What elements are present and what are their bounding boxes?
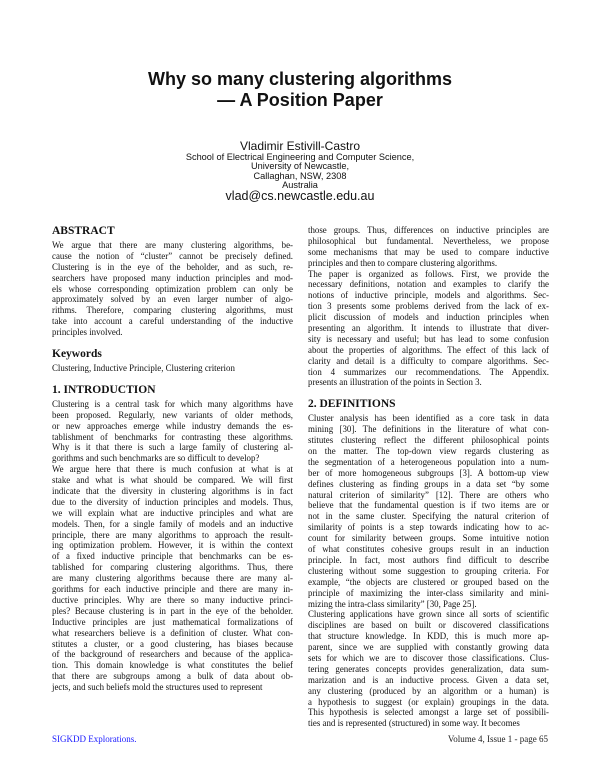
text-line: principle of maximizing the inter-class similarity and mini- xyxy=(308,587,549,598)
text-line: similarity of points is a step towards indicating how to ac- xyxy=(308,522,549,533)
text-line: ing optimization problem. However, it is within the context xyxy=(52,540,293,551)
paragraph xyxy=(52,363,293,374)
text-line: stitutes a cluster, or a good clustering, has biases because xyxy=(52,638,293,649)
text-line: Clustering applications have grown since all sorts of scientific xyxy=(308,609,549,620)
text-line: presents an illustration of the points in Section 3. xyxy=(308,377,482,388)
text-line: stake and what is what should be compared. We will first xyxy=(52,475,293,486)
text-line: or new approaches emerge while industry demands the es- xyxy=(52,420,293,431)
paragraph xyxy=(308,225,549,269)
affiliation-line: Callaghan, NSW, 2308 xyxy=(253,170,347,181)
paragraph xyxy=(52,240,293,338)
text-line: Clustering is a central task for which many algorithms have xyxy=(52,398,293,409)
text-line: indicate that the diversity in clustering algorithms is in fact xyxy=(52,486,293,497)
text-line: any clustering (produced by an algorithm or a human) is xyxy=(308,685,549,696)
text-line: principle, there are many algorithms to approach the result- xyxy=(52,529,293,540)
text-line: necessary definitions, notation and examples to clarify the xyxy=(308,279,549,290)
text-line: notions of inductive principle, models and algorithms. Sec- xyxy=(308,290,549,301)
text-line: that structure knowledge. In KDD, this is much more ap- xyxy=(308,631,549,642)
paragraph xyxy=(308,413,549,609)
text-line: tablishment of benchmarks for contrasting these algorithms. xyxy=(52,431,293,442)
text-line: tion. This domain knowledge is what constitutes the belief xyxy=(52,660,293,671)
paragraph xyxy=(52,399,293,464)
text-line: ties and is represented (structured) in some way. It becomes xyxy=(308,718,520,729)
text-line: example, “the objects are clustered or grouped based on the xyxy=(308,576,549,587)
text-line: The paper is organized as follows. First, we provide the xyxy=(308,268,549,279)
text-line: disciplines are based on built or discovered classifications xyxy=(308,620,549,631)
section-heading: 2. DEFINITIONS xyxy=(308,398,396,411)
text-line: This hypothesis is selected amongst a large set of possibili- xyxy=(308,707,549,718)
text-line: principle. In fact, most authors find difficult to describe xyxy=(308,554,549,565)
text-line: ductive principles. Why are there so many inductive princi- xyxy=(52,594,293,605)
text-line: plicit discussion of models and induction principles when xyxy=(308,312,549,323)
section-heading: Keywords xyxy=(52,348,102,361)
author-email: vlad@cs.newcastle.edu.au xyxy=(225,189,375,203)
text-line: take into account a careful understanding of the inductive xyxy=(52,316,293,327)
text-line: sity is necessary and useful; but has lead to some confusion xyxy=(308,333,549,344)
left-column xyxy=(52,224,293,693)
text-line: mining [30]. The definitions in the literature of what con- xyxy=(308,424,549,435)
text-line: due to the diversity of induction principles and models. Thus, xyxy=(52,496,293,507)
text-line: models. Then, for a single family of models and an inductive xyxy=(52,518,293,529)
text-line: of a fixed inductive principle that benchmarks can be es- xyxy=(52,551,293,562)
text-line: a hypothesis to suggest (or explain) groupings in the data. xyxy=(308,696,549,707)
text-line: what researchers believe is a definition of cluster. What con- xyxy=(52,627,293,638)
text-line: the segmentation of a heterogeneous population into a num- xyxy=(308,456,549,467)
text-line: tablished for comparing clustering algorithms. Thus, there xyxy=(52,562,293,573)
text-line: ber of more homogeneous subgroups [3]. A bottom-up view xyxy=(308,467,549,478)
text-line: we will explain what are inductive principles and what are xyxy=(52,507,293,518)
text-line: mizing the intra-class similarity” [30, Page 25]. xyxy=(308,598,477,609)
paper-title xyxy=(0,69,600,111)
text-line: approximately solved by an even larger number of algo- xyxy=(52,294,293,305)
affiliation-line: University of Newcastle, xyxy=(250,161,350,172)
text-line: marization and is an inductive process. Given a data set, xyxy=(308,674,549,685)
text-line: gorithms for each inductive principle and there are many in- xyxy=(52,584,293,595)
text-line: that there are subgroups among a bulk of data about ob- xyxy=(52,671,293,682)
text-line: gorithms and such benchmarks are so difficult to develop? xyxy=(52,453,260,464)
affiliation xyxy=(0,153,600,191)
text-line: rithms. Therefore, comparing clustering algorithms, must xyxy=(52,305,293,316)
paragraph xyxy=(308,609,549,729)
text-line: of the background of researchers and because of the applica- xyxy=(52,649,293,660)
journal-name-link[interactable]: SIGKDD Explorations. xyxy=(52,734,137,744)
text-line: We argue that there are many clustering algorithms, be- xyxy=(52,240,293,250)
text-line: been proposed. Regularly, new variants of older methods, xyxy=(52,409,293,420)
text-line: Why is it that there is such a large family of clustering al- xyxy=(52,442,293,453)
text-line: cause the notion of “cluster” cannot be precisely defined. xyxy=(52,250,293,261)
text-line: count for similarity between groups. Some intuitive notion xyxy=(308,533,549,544)
text-line: not in the same cluster. Specifying the natural criterion of xyxy=(308,511,549,522)
text-line: Cluster analysis has been identified as a core task in data xyxy=(308,413,549,424)
affiliation-line: School of Electrical Engineering and Computer Science, xyxy=(185,152,415,162)
text-line: are many clustering algorithms because there are many al- xyxy=(52,573,293,584)
text-line: of what constitutes cohesive groups result in an induction xyxy=(308,544,549,555)
text-line: parent, since we are supplied with constantly growing data xyxy=(308,642,549,653)
text-line: some mechanisms that may be used to compare inductive xyxy=(308,246,549,257)
title-line-1: Why so many clustering algorithms xyxy=(147,69,453,89)
text-line: Clustering, Inductive Principle, Clustering criterion xyxy=(52,363,235,374)
title-line-2: — A Position Paper xyxy=(217,90,383,110)
text-line: philosophical but fundamental. Nevertheless, we propose xyxy=(308,235,549,246)
affiliation-line: Australia xyxy=(282,180,318,191)
text-line: presenting an algorithm. It intends to illustrate that diver- xyxy=(308,323,549,334)
section-heading: 1. INTRODUCTION xyxy=(52,383,156,396)
text-line: els whose corresponding optimization problem can only be xyxy=(52,283,293,294)
text-line: clustering without some suggestion to grouping criteria. For xyxy=(308,565,549,576)
paragraph xyxy=(52,464,293,693)
page-info: Volume 4, Issue 1 - page 65 xyxy=(447,734,548,744)
text-line: jects, and such beliefs mold the structures used to represent xyxy=(52,682,263,693)
text-line: tering generates concepts provides generalization, data sum- xyxy=(308,663,549,674)
text-line: natural criterion of similarity” [12]. There are others who xyxy=(308,489,549,500)
text-line: defines clustering as finding groups in a data set “by some xyxy=(308,478,549,489)
text-line: sets for which we are to discover those classifications. Clus- xyxy=(308,652,549,663)
text-line: principles involved. xyxy=(52,327,123,338)
text-line: clarity and detail is a difficulty to compare algorithms. Sec- xyxy=(308,355,549,366)
text-line: on the matter. The top-down view regards clustering as xyxy=(308,446,549,457)
text-line: searchers have proposed many induction principles and mod- xyxy=(52,272,293,283)
author-name: Vladimir Estivill-Castro xyxy=(239,139,361,153)
text-line: about the properties of algorithms. The effect of this lack of xyxy=(308,344,549,355)
text-line: Inductive principles are just mathematical formalizations of xyxy=(52,616,293,627)
section-heading: ABSTRACT xyxy=(52,225,115,237)
text-line: those groups. Thus, differences on inductive principles are xyxy=(308,225,549,235)
right-column xyxy=(308,225,549,729)
text-line: tion 4 summarizes our recommendations. The Appendix. xyxy=(308,366,549,377)
text-line: tion 3 presents some problems derived from the lack of ex- xyxy=(308,301,549,312)
paragraph xyxy=(308,269,549,389)
text-line: Clustering is in the eye of the beholder, and as such, re- xyxy=(52,261,293,272)
text-line: stitutes clustering reflect the different philosophical points xyxy=(308,435,549,446)
text-line: principles and then to compare clustering algorithms. xyxy=(308,257,498,268)
text-line: believe that the fundamental question is if two items are or xyxy=(308,500,549,511)
text-line: ples? Because clustering is in part in the eye of the beholder. xyxy=(52,605,293,616)
text-line: We argue here that there is much confusion at what is at xyxy=(52,464,293,475)
